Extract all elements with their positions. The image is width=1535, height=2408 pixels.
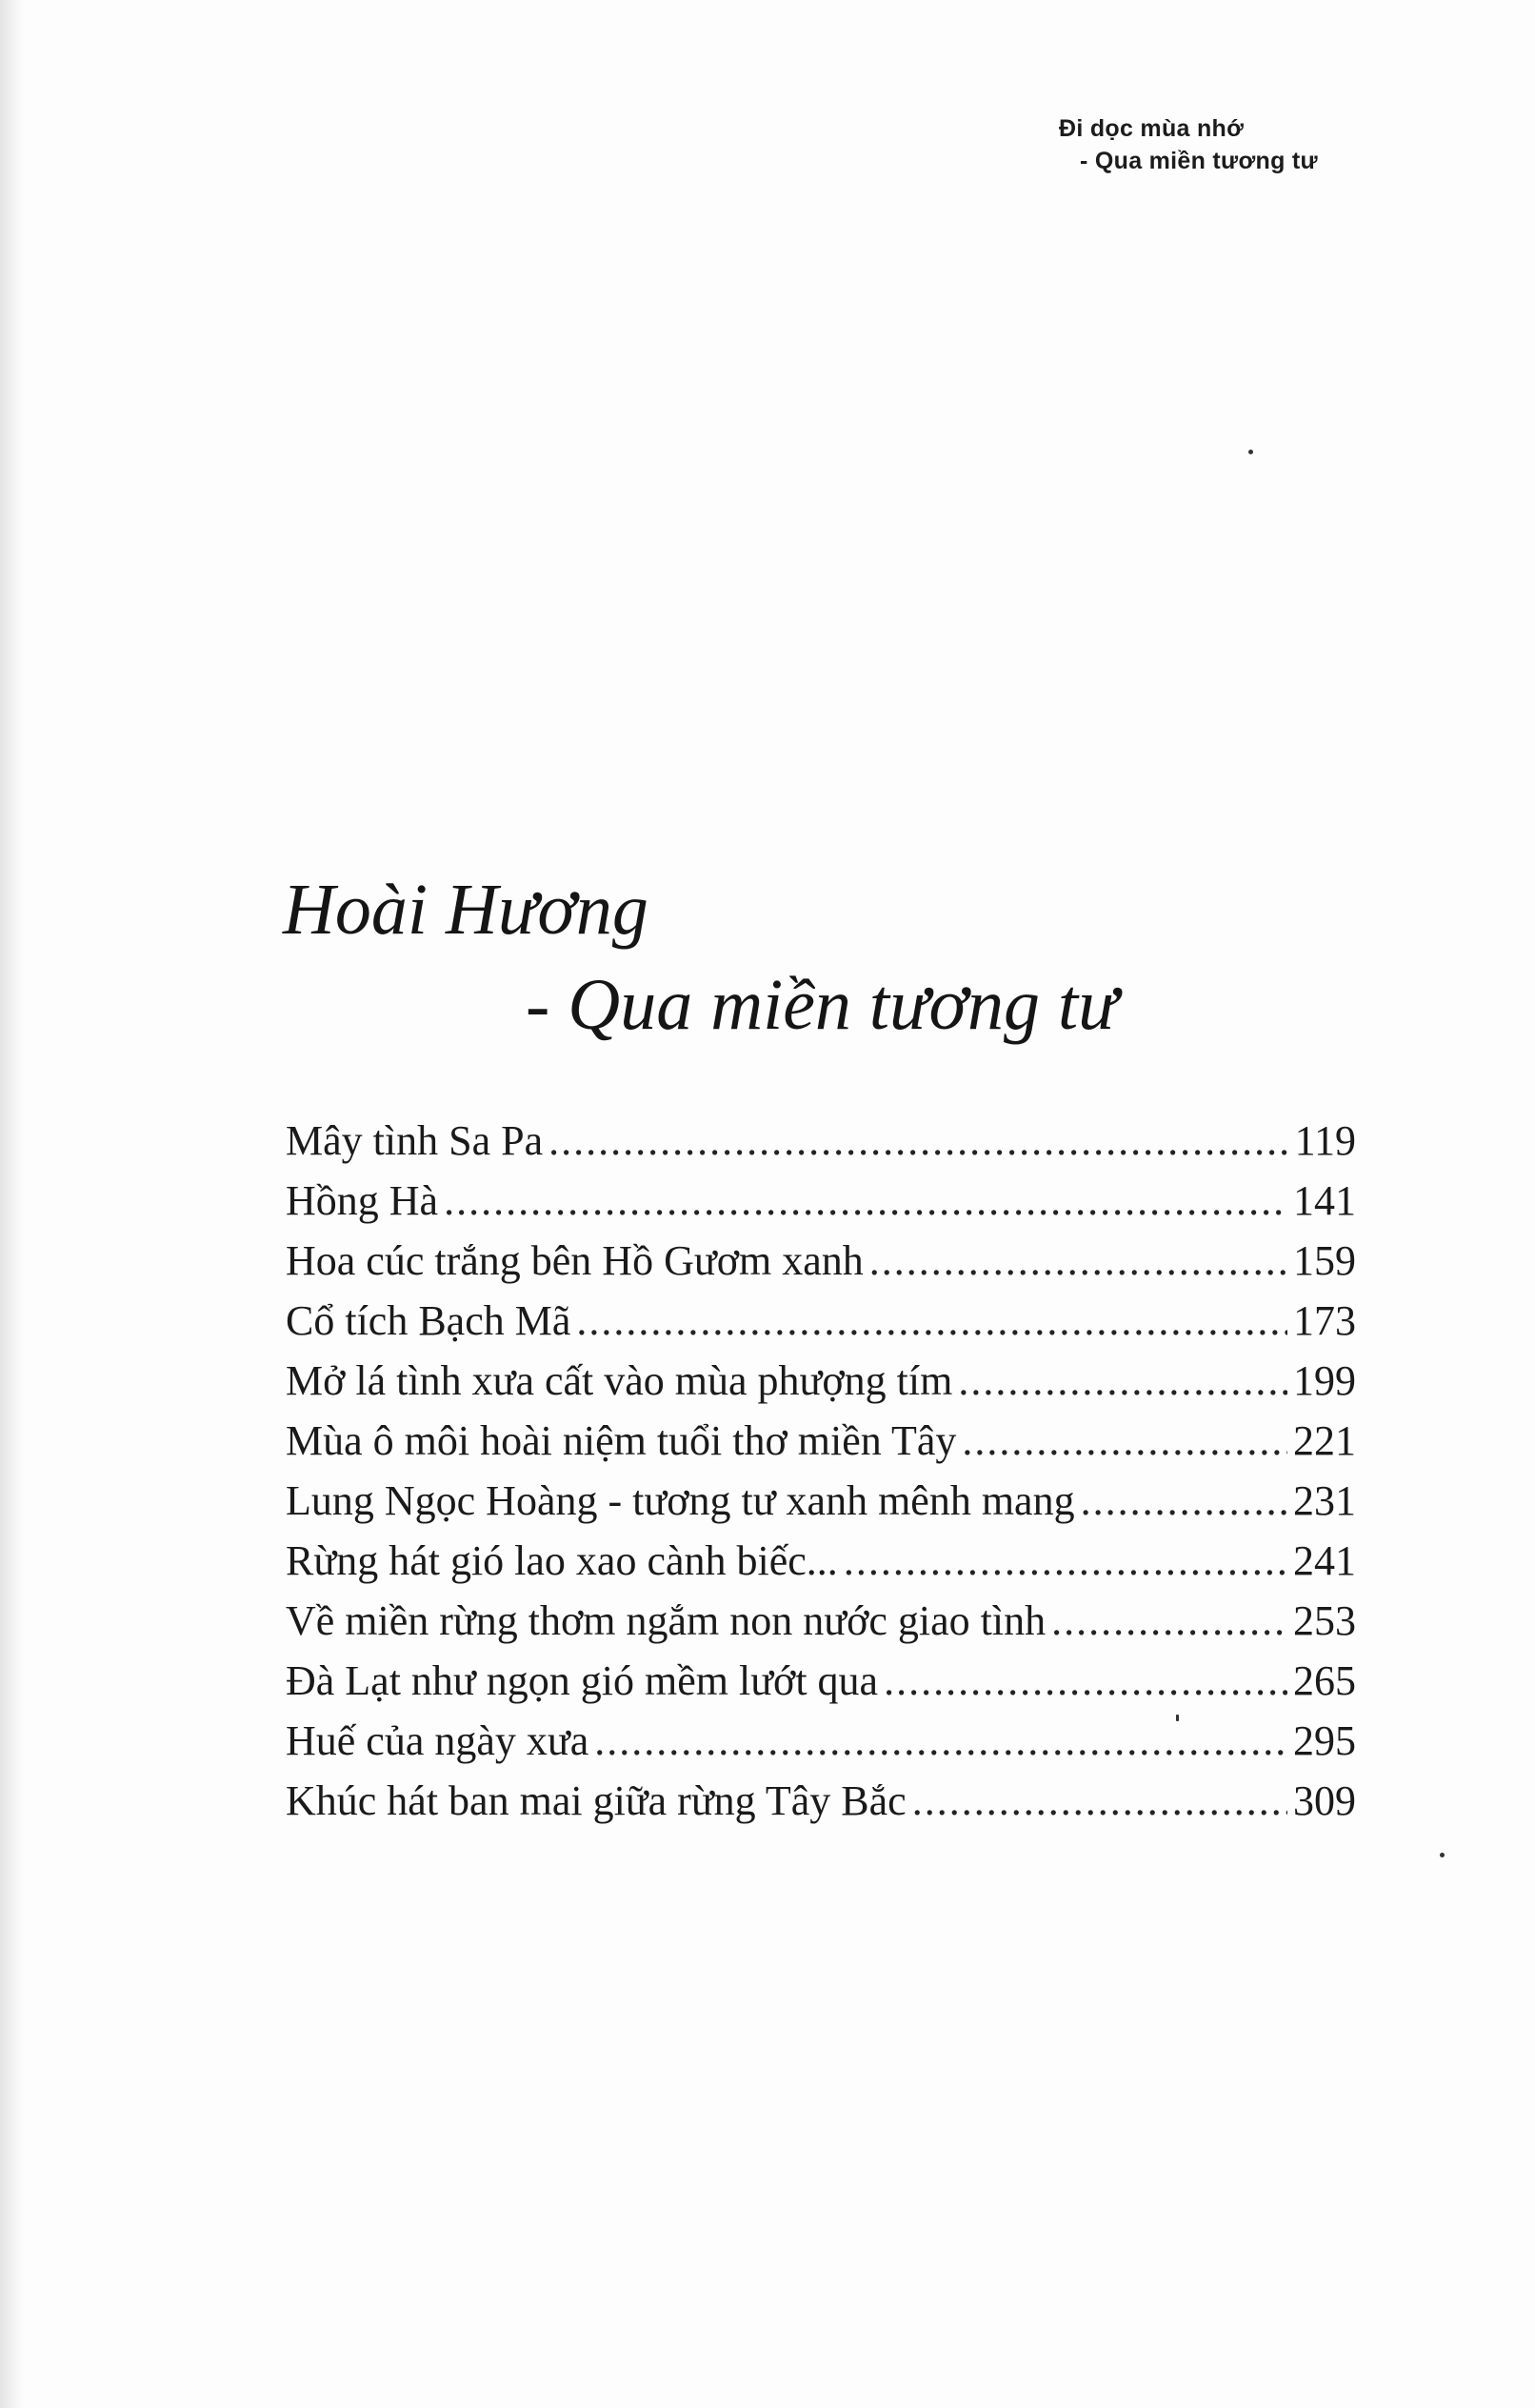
toc-entry-page-number: 253: [1293, 1597, 1356, 1644]
toc-entry-page-number: 221: [1293, 1417, 1356, 1464]
toc-entry-title: Hoa cúc trắng bên Hồ Gươm xanh: [286, 1237, 864, 1284]
toc-entry-title: Hồng Hà: [286, 1177, 439, 1224]
section-heading: [283, 862, 1330, 1053]
dot-leader: [576, 1291, 1287, 1351]
toc-entry: [286, 1711, 1356, 1771]
toc-entry: [286, 1531, 1356, 1591]
dot-leader: [869, 1231, 1287, 1291]
toc-entry: [286, 1171, 1356, 1231]
toc-entry-page-number: 309: [1293, 1777, 1356, 1824]
toc-entry: [286, 1591, 1356, 1651]
toc-entry: [286, 1471, 1356, 1531]
toc-entry-title: Lung Ngọc Hoàng - tương tư xanh mênh mang: [286, 1477, 1075, 1524]
dot-leader: [884, 1651, 1287, 1711]
dot-leader: [548, 1111, 1289, 1171]
toc-entry-title: Rừng hát gió lao xao cành biếc...: [286, 1537, 838, 1584]
toc-entry: [286, 1231, 1356, 1291]
toc-entry: [286, 1351, 1356, 1411]
running-header-line-2: - Qua miền tương tư: [1080, 148, 1318, 174]
paper-speck: [1176, 1715, 1179, 1721]
toc-entry-page-number: 141: [1293, 1177, 1356, 1224]
toc-entry-title: Mở lá tình xưa cất vào mùa phượng tím: [286, 1357, 953, 1404]
dot-leader: [594, 1711, 1287, 1771]
toc-entry: [286, 1411, 1356, 1471]
toc-entry-title: Mùa ô môi hoài niệm tuổi thơ miền Tây: [286, 1417, 957, 1464]
dot-leader: [912, 1771, 1287, 1831]
table-of-contents: [286, 1111, 1356, 1831]
toc-entry: [286, 1771, 1356, 1831]
toc-entry-title: Khúc hát ban mai giữa rừng Tây Bắc: [286, 1777, 907, 1824]
toc-entry-page-number: 265: [1293, 1657, 1356, 1704]
toc-entry-title: Mây tình Sa Pa: [286, 1117, 544, 1164]
running-header: [1059, 112, 1421, 177]
running-header-line-1: Đi dọc mùa nhớ: [1059, 115, 1245, 142]
toc-entry-page-number: 173: [1293, 1297, 1356, 1344]
toc-entry-title: Đà Lạt như ngọn gió mềm lướt qua: [286, 1657, 879, 1704]
toc-entry: [286, 1291, 1356, 1351]
dot-leader: [444, 1171, 1287, 1231]
page-binding-edge: [0, 0, 25, 2408]
toc-entry: [286, 1651, 1356, 1711]
dot-leader: [844, 1531, 1287, 1591]
section-title: Hoài Hương: [283, 870, 648, 950]
toc-entry-page-number: 295: [1293, 1717, 1356, 1764]
paper-speck: [1440, 1853, 1445, 1857]
toc-entry: [286, 1111, 1356, 1171]
dot-leader: [962, 1411, 1287, 1471]
toc-entry-page-number: 231: [1293, 1477, 1356, 1524]
toc-entry-page-number: 199: [1293, 1357, 1356, 1404]
section-subtitle: - Qua miền tương tư: [526, 965, 1118, 1045]
toc-entry-page-number: 241: [1293, 1537, 1356, 1584]
dot-leader: [958, 1351, 1287, 1411]
dot-leader: [1081, 1471, 1287, 1531]
toc-entry-page-number: 119: [1294, 1117, 1356, 1164]
toc-entry-title: Về miền rừng thơm ngắm non nước giao tình: [286, 1597, 1047, 1644]
toc-entry-title: Huế của ngày xưa: [286, 1717, 589, 1764]
toc-entry-page-number: 159: [1293, 1237, 1356, 1284]
toc-entry-title: Cổ tích Bạch Mã: [286, 1297, 571, 1344]
paper-speck: [1248, 450, 1253, 454]
dot-leader: [1051, 1591, 1287, 1651]
